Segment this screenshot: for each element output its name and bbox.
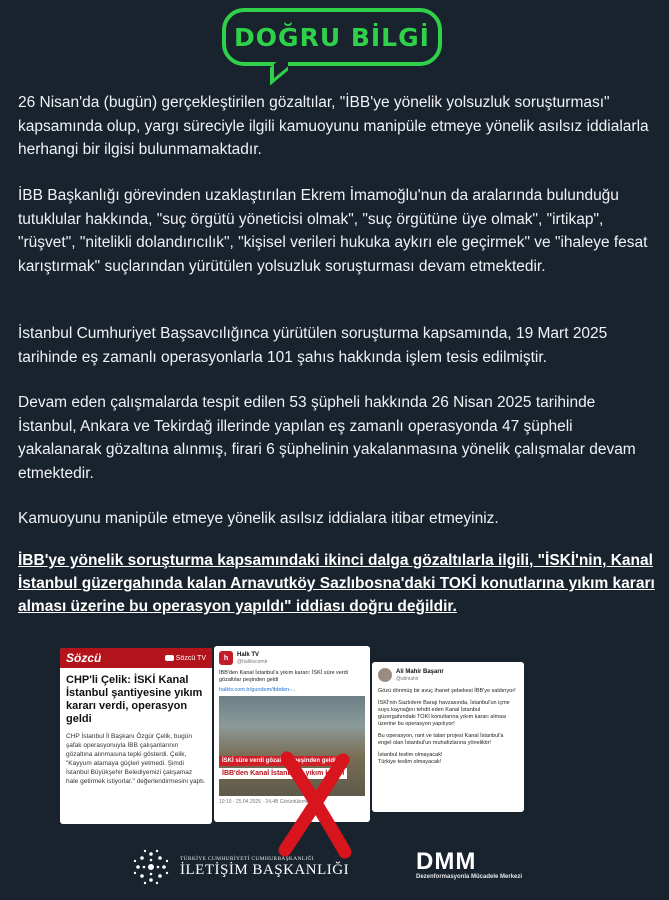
halktv-strip-red: İSKİ süre verdi gözaltılar peşinden geldi xyxy=(219,756,339,766)
halktv-text: İBB'den Kanal İstanbul'a yıkım kararı: İSKİ süre verdi gözaltılar peşinden geldi xyxy=(219,670,348,683)
tweet-line: İSKİ'nin Sazlıdere Barajı havzasında, İstanbul'un içme suyu kaynağını tehdit eden Kanal İstanbul güzergahındaki TOKİ konutlarına yıkım kararı alması üzerine bu operasyon yapılıyor! xyxy=(378,700,510,727)
badge-label: DOĞRU BİLGİ xyxy=(234,22,430,52)
tweet-author: Ali Mahir Başarır xyxy=(396,668,444,675)
halktv-avatar: h xyxy=(219,651,233,665)
tweet-avatar xyxy=(378,668,392,682)
tweet-line: İstanbul teslim olmayacak! Türkiye teslim olmayacak! xyxy=(378,752,443,765)
halktv-handle: @halktvcomtr xyxy=(237,658,268,665)
sozcu-headline: CHP'li Çelik: İSKİ Kanal İstanbul şantiyesine yıkım kararı verdi, operasyon geldi xyxy=(66,674,203,725)
halktv-name: Halk TV xyxy=(237,651,260,658)
paragraph-5: Kamuoyunu manipüle etmeye yönelik asılsız iddialara itibar etmeyiniz. xyxy=(18,510,499,527)
dmm-wordmark: DMM xyxy=(416,848,477,875)
halktv-link: halktv.com.tr/gundem/ibbden-... xyxy=(219,687,296,693)
iletisim-logo xyxy=(130,846,349,888)
halktv-strip-white: İBB'den Kanal İstanbul'a yıkım kararı xyxy=(219,768,347,779)
paragraph-1: 26 Nisan'da (bugün) gerçekleştirilen gözaltılar, "İBB'ye yönelik yolsuzluk soruşturması" kapsamında olup, yargı süreciyle ilgili kamuoyunu manipüle etmeye yönelik asılsız iddialarla herhangi bir ilgisi bulunmamaktadır. xyxy=(18,94,649,158)
paragraph-3: İstanbul Cumhuriyet Başsavcılığınca yürütülen soruşturma kapsamında, 19 Mart 2025 tarihinde eş zamanlı operasyonlarla 101 şahıs hakkında işlem tesis edilmiştir. xyxy=(18,325,608,366)
tweet-line: Gözü dönmüş bir avuç ihanet şebekesi İBB'ye saldırıyor! xyxy=(378,688,516,694)
iletisim-small: TÜRKİYE CUMHURİYETİ CUMHURBAŞKANLIĞI xyxy=(180,855,314,862)
tweet-screenshot xyxy=(372,662,524,812)
tweet-line: Bu operasyon, rant ve talan projesi Kanal İstanbul'a engel olan İstanbul'un muhafızlarına yöneliktir! xyxy=(378,733,504,746)
sozcu-body: CHP İstanbul İl Başkanı Özgür Çelik, bugün şafak operasyonuyla İBB çalışanlarının gözaltına alınmasına tepki gösterdi. Çelik, "Kayyum atamaya güçleri yetmedi. Şimdi İstanbul Büyükşehir Belediyemizi çalışamaz hale getirmek istiyorlar." değerlendirmesini yaptı. xyxy=(66,733,206,785)
dogru-bilgi-badge xyxy=(222,8,448,84)
dmm-logo xyxy=(416,850,522,880)
tweet-handle: @alimahir xyxy=(396,675,419,682)
presidency-emblem-icon xyxy=(130,846,172,888)
dmm-subtitle: Dezenformasyonla Mücadele Merkezi xyxy=(416,874,523,880)
paragraph-2: İBB Başkanlığı görevinden uzaklaştırılan Ekrem İmamoğlu'nun da aralarında bulunduğu tutuklular hakkında, "suç örgütü yöneticisi olmak", "suç örgütüne üye olmak", "irtikap", "rüşvet", "nitelikli dolandırıcılık", "kişisel verileri hukuka aykırı ele geçirmek" ve "ihaleye fesat karıştırmak" suçlarından yürütülen yolsuzluk soruşturması devam etmektedir. xyxy=(18,187,648,275)
sozcu-tv: Sözcü TV xyxy=(165,655,206,662)
iletisim-title: İLETİŞİM BAŞKANLIĞI xyxy=(180,861,350,878)
debunked-claim: İBB'ye yönelik soruşturma kapsamındaki ikinci dalga gözaltılarla ilgili, "İSKİ'nin, Kanal İstanbul güzergahında kalan Arnavutköy Sazlıbosna'daki TOKİ konutlarına yıkım kararı alması üzerine bu operasyon yapıldı" iddiası doğru değildir. xyxy=(18,552,655,615)
halktv-meta: 10:10 · 25.04.2025 · 24,4B Görüntüleme xyxy=(219,799,309,805)
sozcu-header xyxy=(60,648,212,668)
paragraph-4: Devam eden çalışmalarda tespit edilen 53 şüpheli hakkında 26 Nisan 2025 tarihinde İstanbul, Ankara ve Tekirdağ illerinde yapılan eş zamanlı operasyonda 47 şüpheli yakalanarak gözaltına alınmış, firari 6 şüphelinin yakalanmasına yönelik çalışmalar devam etmektedir. xyxy=(18,394,636,482)
sozcu-logo: Sözcü xyxy=(66,651,102,665)
red-cross-icon xyxy=(275,750,355,860)
youtube-icon xyxy=(165,655,174,661)
sozcu-screenshot xyxy=(60,648,212,824)
